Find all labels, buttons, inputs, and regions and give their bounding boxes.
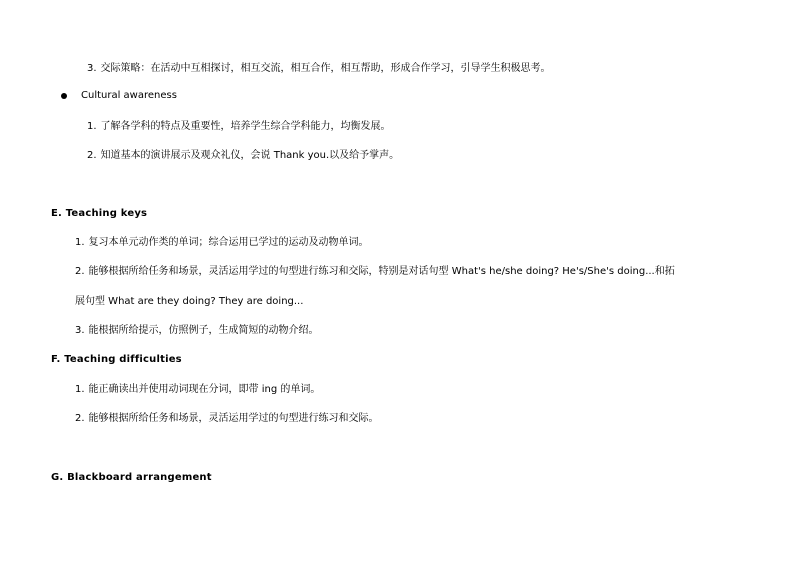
item-number: 1. — [75, 384, 85, 395]
cultural-awareness-heading: Cultural awareness — [81, 90, 177, 101]
section-g-heading: G. Blackboard arrangement — [51, 472, 212, 483]
item-number: 1. — [87, 121, 97, 132]
item-number: 2. — [75, 266, 85, 277]
difficulties-item-1 — [75, 383, 320, 397]
keys-item-1 — [75, 236, 369, 250]
keys-item-3 — [75, 324, 319, 338]
item-text: 能够根据所给任务和场景，灵活运用学过的句型进行练习和交际，特别是对话句型 What's he/she doing? He's/She's doing...和拓 — [88, 266, 675, 277]
item-number: 2. — [87, 150, 97, 161]
item-text: 交际策略：在活动中互相探讨，相互交流，相互合作，相互帮助，形成合作学习，引导学生积极思考。 — [100, 63, 551, 74]
cultural-item-1 — [87, 120, 391, 134]
keys-item-2-continued: 展句型 What are they doing? They are doing... — [75, 296, 304, 307]
item-number: 3. — [75, 325, 85, 336]
item-text: 知道基本的演讲展示及观众礼仪，会说 Thank you.以及给予掌声。 — [100, 150, 400, 161]
cultural-item-2 — [87, 149, 399, 163]
item-text: 能根据所给提示，仿照例子，生成简短的动物介绍。 — [88, 325, 319, 336]
keys-item-2 — [75, 265, 675, 279]
bullet-icon — [61, 93, 67, 99]
section-f-heading: F. Teaching difficulties — [51, 354, 182, 365]
item-number: 1. — [75, 237, 85, 248]
item-text: 复习本单元动作类的单词；综合运用已学过的运动及动物单词。 — [88, 237, 369, 248]
item-text: 能正确读出并使用动词现在分词，即带 ing 的单词。 — [88, 384, 321, 395]
difficulties-item-2 — [75, 412, 379, 426]
strategy-item-3 — [87, 62, 551, 76]
item-number: 2. — [75, 413, 85, 424]
item-number: 3. — [87, 63, 97, 74]
item-text: 能够根据所给任务和场景，灵活运用学过的句型进行练习和交际。 — [88, 413, 379, 424]
item-text: 了解各学科的特点及重要性，培养学生综合学科能力，均衡发展。 — [100, 121, 391, 132]
section-e-heading: E. Teaching keys — [51, 208, 148, 219]
